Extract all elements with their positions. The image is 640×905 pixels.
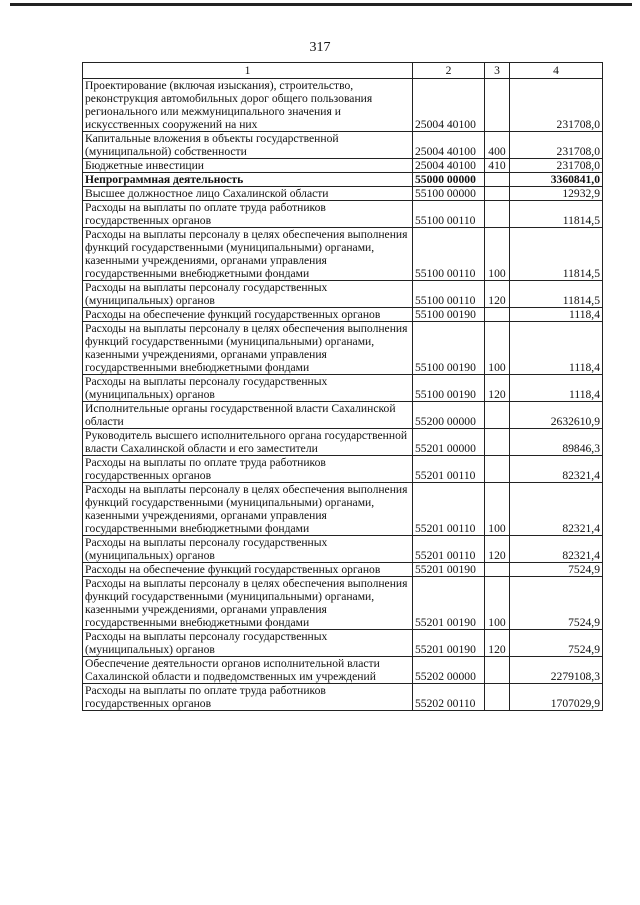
column-header-4: 4 xyxy=(510,63,603,79)
row-expense-type xyxy=(485,657,510,684)
row-code: 55100 00000 xyxy=(413,187,485,201)
row-code: 55100 00190 xyxy=(413,375,485,402)
row-description: Расходы на обеспечение функций государственных органов xyxy=(83,563,413,577)
row-description: Расходы на выплаты по оплате труда работников государственных органов xyxy=(83,456,413,483)
row-description: Расходы на выплаты персоналу государственных (муниципальных) органов xyxy=(83,281,413,308)
table-header-row xyxy=(83,63,603,79)
row-amount: 1707029,9 xyxy=(510,684,603,711)
row-code: 25004 40100 xyxy=(413,132,485,159)
row-description: Непрограммная деятельность xyxy=(83,173,413,187)
row-amount: 82321,4 xyxy=(510,536,603,563)
row-description: Расходы на выплаты персоналу государственных (муниципальных) органов xyxy=(83,630,413,657)
row-amount: 1118,4 xyxy=(510,322,603,375)
row-description: Расходы на выплаты персоналу в целях обеспечения выполнения функций государственными (муниципальными) органами, казенными учреждениями, органами управления государственными внебюджетными фондами xyxy=(83,322,413,375)
table-row xyxy=(83,322,603,375)
row-amount: 12932,9 xyxy=(510,187,603,201)
table-row xyxy=(83,684,603,711)
table-row xyxy=(83,308,603,322)
row-description: Капитальные вложения в объекты государственной (муниципальной) собственности xyxy=(83,132,413,159)
row-description: Расходы на выплаты персоналу государственных (муниципальных) органов xyxy=(83,375,413,402)
row-code: 55201 00110 xyxy=(413,456,485,483)
row-description: Расходы на выплаты персоналу в целях обеспечения выполнения функций государственными (муниципальными) органами, казенными учреждениями, органами управления государственными внебюджетными фондами xyxy=(83,228,413,281)
row-description: Обеспечение деятельности органов исполнительной власти Сахалинской области и подведомственных им учреждений xyxy=(83,657,413,684)
row-amount: 231708,0 xyxy=(510,132,603,159)
row-code: 55201 00110 xyxy=(413,536,485,563)
top-border-line xyxy=(10,3,632,6)
row-amount: 89846,3 xyxy=(510,429,603,456)
row-expense-type xyxy=(485,173,510,187)
column-header-1: 1 xyxy=(83,63,413,79)
row-expense-type xyxy=(485,79,510,132)
row-code: 55100 00110 xyxy=(413,228,485,281)
row-amount: 231708,0 xyxy=(510,159,603,173)
row-expense-type: 100 xyxy=(485,483,510,536)
row-code: 55202 00000 xyxy=(413,657,485,684)
row-expense-type: 120 xyxy=(485,630,510,657)
row-expense-type: 410 xyxy=(485,159,510,173)
row-expense-type xyxy=(485,402,510,429)
row-code: 55201 00190 xyxy=(413,630,485,657)
table-body xyxy=(83,79,603,711)
table-row xyxy=(83,281,603,308)
row-code: 25004 40100 xyxy=(413,79,485,132)
table-row xyxy=(83,402,603,429)
row-description: Высшее должностное лицо Сахалинской области xyxy=(83,187,413,201)
table-row xyxy=(83,577,603,630)
row-expense-type: 100 xyxy=(485,577,510,630)
row-code: 25004 40100 xyxy=(413,159,485,173)
row-expense-type: 120 xyxy=(485,281,510,308)
row-description: Исполнительные органы государственной власти Сахалинской области xyxy=(83,402,413,429)
table-row xyxy=(83,228,603,281)
table-row xyxy=(83,483,603,536)
table-row xyxy=(83,187,603,201)
table-row xyxy=(83,536,603,563)
table-row xyxy=(83,456,603,483)
row-expense-type: 100 xyxy=(485,228,510,281)
row-expense-type xyxy=(485,684,510,711)
row-code: 55201 00190 xyxy=(413,577,485,630)
row-expense-type xyxy=(485,201,510,228)
row-amount: 11814,5 xyxy=(510,281,603,308)
table-row xyxy=(83,201,603,228)
row-expense-type xyxy=(485,563,510,577)
row-description: Расходы на выплаты персоналу в целях обеспечения выполнения функций государственными (муниципальными) органами, казенными учреждениями, органами управления государственными внебюджетными фондами xyxy=(83,483,413,536)
row-code: 55100 00110 xyxy=(413,281,485,308)
table-row xyxy=(83,79,603,132)
row-amount: 1118,4 xyxy=(510,375,603,402)
row-amount: 11814,5 xyxy=(510,201,603,228)
row-description: Бюджетные инвестиции xyxy=(83,159,413,173)
row-description: Расходы на выплаты по оплате труда работников государственных органов xyxy=(83,201,413,228)
table-row xyxy=(83,159,603,173)
row-expense-type xyxy=(485,429,510,456)
row-expense-type: 120 xyxy=(485,536,510,563)
table-row xyxy=(83,429,603,456)
row-description: Расходы на обеспечение функций государственных органов xyxy=(83,308,413,322)
row-description: Расходы на выплаты по оплате труда работников государственных органов xyxy=(83,684,413,711)
page-number: 317 xyxy=(309,40,331,55)
row-amount: 231708,0 xyxy=(510,79,603,132)
column-header-2: 2 xyxy=(413,63,485,79)
budget-table xyxy=(82,62,603,711)
row-description: Расходы на выплаты персоналу в целях обеспечения выполнения функций государственными (муниципальными) органами, казенными учреждениями, органами управления государственными внебюджетными фондами xyxy=(83,577,413,630)
row-description: Руководитель высшего исполнительного органа государственной власти Сахалинской области и его заместители xyxy=(83,429,413,456)
row-code: 55201 00190 xyxy=(413,563,485,577)
table-row xyxy=(83,132,603,159)
row-code: 55201 00110 xyxy=(413,483,485,536)
row-amount: 2279108,3 xyxy=(510,657,603,684)
row-code: 55100 00190 xyxy=(413,322,485,375)
row-expense-type xyxy=(485,187,510,201)
row-amount: 82321,4 xyxy=(510,483,603,536)
column-header-3: 3 xyxy=(485,63,510,79)
row-expense-type xyxy=(485,308,510,322)
row-amount: 11814,5 xyxy=(510,228,603,281)
row-amount: 2632610,9 xyxy=(510,402,603,429)
row-code: 55202 00110 xyxy=(413,684,485,711)
row-amount: 3360841,0 xyxy=(510,173,603,187)
table-row xyxy=(83,657,603,684)
row-amount: 7524,9 xyxy=(510,577,603,630)
row-amount: 7524,9 xyxy=(510,630,603,657)
row-code: 55100 00110 xyxy=(413,201,485,228)
row-code: 55000 00000 xyxy=(413,173,485,187)
table-row xyxy=(83,630,603,657)
row-amount: 1118,4 xyxy=(510,308,603,322)
row-expense-type: 100 xyxy=(485,322,510,375)
table-row xyxy=(83,563,603,577)
row-expense-type xyxy=(485,456,510,483)
table-row xyxy=(83,173,603,187)
row-description: Расходы на выплаты персоналу государственных (муниципальных) органов xyxy=(83,536,413,563)
row-amount: 7524,9 xyxy=(510,563,603,577)
row-code: 55200 00000 xyxy=(413,402,485,429)
row-expense-type: 400 xyxy=(485,132,510,159)
table-row xyxy=(83,375,603,402)
row-code: 55201 00000 xyxy=(413,429,485,456)
row-code: 55100 00190 xyxy=(413,308,485,322)
row-amount: 82321,4 xyxy=(510,456,603,483)
row-description: Проектирование (включая изыскания), строительство, реконструкция автомобильных дорог общего пользования регионального или межмуниципального значения и искусственных сооружений на них xyxy=(83,79,413,132)
row-expense-type: 120 xyxy=(485,375,510,402)
